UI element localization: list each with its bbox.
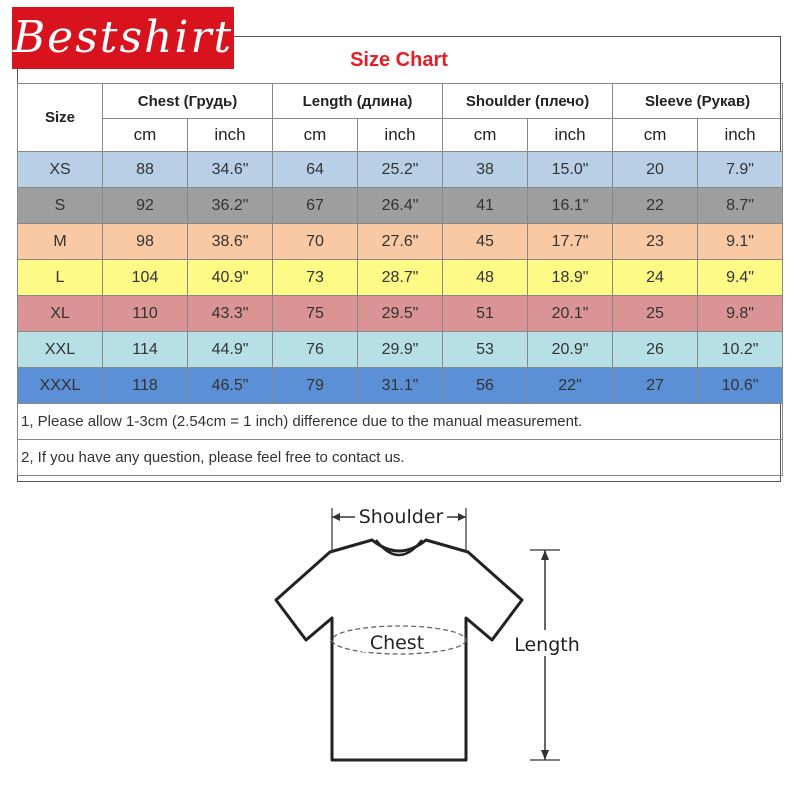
value-cell: 25: [613, 296, 698, 332]
value-cell: 29.5": [358, 296, 443, 332]
unit-cell: cm: [103, 119, 188, 152]
size-cell: XS: [18, 152, 103, 188]
value-cell: 73: [273, 260, 358, 296]
value-cell: 46.5": [188, 368, 273, 404]
value-cell: 26.4": [358, 188, 443, 224]
table-row: [18, 260, 783, 296]
table-row: [18, 224, 783, 260]
size-rows: [18, 152, 783, 404]
value-cell: 64: [273, 152, 358, 188]
value-cell: 20.9": [528, 332, 613, 368]
value-cell: 38: [443, 152, 528, 188]
value-cell: 9.1": [698, 224, 783, 260]
table-row: [18, 152, 783, 188]
size-cell: M: [18, 224, 103, 260]
unit-cell: inch: [698, 119, 783, 152]
size-chart: [17, 36, 781, 482]
header-row: [18, 84, 783, 119]
value-cell: 24: [613, 260, 698, 296]
table-row: [18, 296, 783, 332]
value-cell: 16.1": [528, 188, 613, 224]
size-cell: XXL: [18, 332, 103, 368]
value-cell: 45: [443, 224, 528, 260]
value-cell: 22: [613, 188, 698, 224]
shoulder-label: Shoulder: [358, 506, 444, 528]
value-cell: 114: [103, 332, 188, 368]
note-2: 2, If you have any question, please feel free to contact us.: [18, 440, 783, 476]
value-cell: 10.6": [698, 368, 783, 404]
value-cell: 10.2": [698, 332, 783, 368]
value-cell: 67: [273, 188, 358, 224]
chest-label: Chest: [369, 632, 425, 654]
length-arrow-top-head: [541, 550, 549, 560]
value-cell: 7.9": [698, 152, 783, 188]
unit-cell: cm: [273, 119, 358, 152]
unit-cell: cm: [613, 119, 698, 152]
size-cell: XL: [18, 296, 103, 332]
value-cell: 98: [103, 224, 188, 260]
chart-title: Size Chart: [350, 49, 448, 71]
value-cell: 18.9": [528, 260, 613, 296]
value-cell: 70: [273, 224, 358, 260]
table-row: [18, 188, 783, 224]
value-cell: 20.1": [528, 296, 613, 332]
unit-cell: inch: [358, 119, 443, 152]
note-row: [18, 404, 783, 440]
value-cell: 27.6": [358, 224, 443, 260]
value-cell: 22": [528, 368, 613, 404]
size-cell: S: [18, 188, 103, 224]
size-table: [17, 83, 783, 476]
chest-header: Chest (Грудь): [103, 84, 273, 119]
value-cell: 15.0": [528, 152, 613, 188]
value-cell: 53: [443, 332, 528, 368]
sleeve-header: Sleeve (Рукав): [613, 84, 783, 119]
size-cell: XXXL: [18, 368, 103, 404]
value-cell: 79: [273, 368, 358, 404]
table-row: [18, 368, 783, 404]
value-cell: 92: [103, 188, 188, 224]
value-cell: 27: [613, 368, 698, 404]
shoulder-header: Shoulder (плечо): [443, 84, 613, 119]
value-cell: 40.9": [188, 260, 273, 296]
value-cell: 56: [443, 368, 528, 404]
unit-row: [18, 119, 783, 152]
value-cell: 41: [443, 188, 528, 224]
size-header: Size: [18, 84, 103, 152]
value-cell: 9.8": [698, 296, 783, 332]
note-row: [18, 440, 783, 476]
value-cell: 29.9": [358, 332, 443, 368]
value-cell: 48: [443, 260, 528, 296]
unit-cell: cm: [443, 119, 528, 152]
shoulder-arrow-left-head: [332, 513, 340, 521]
value-cell: 44.9": [188, 332, 273, 368]
value-cell: 38.6": [188, 224, 273, 260]
value-cell: 31.1": [358, 368, 443, 404]
unit-cell: inch: [528, 119, 613, 152]
value-cell: 34.6": [188, 152, 273, 188]
length-arrow-bottom-head: [541, 750, 549, 760]
table-row: [18, 332, 783, 368]
value-cell: 75: [273, 296, 358, 332]
brand-logo: Bestshirt: [12, 7, 234, 69]
value-cell: 17.7": [528, 224, 613, 260]
shoulder-arrow-right-head: [458, 513, 466, 521]
tshirt-measurement-diagram: [0, 490, 800, 790]
value-cell: 28.7": [358, 260, 443, 296]
value-cell: 104: [103, 260, 188, 296]
value-cell: 51: [443, 296, 528, 332]
value-cell: 43.3": [188, 296, 273, 332]
value-cell: 25.2": [358, 152, 443, 188]
value-cell: 23: [613, 224, 698, 260]
value-cell: 9.4": [698, 260, 783, 296]
value-cell: 20: [613, 152, 698, 188]
unit-cell: inch: [188, 119, 273, 152]
size-cell: L: [18, 260, 103, 296]
value-cell: 88: [103, 152, 188, 188]
value-cell: 8.7": [698, 188, 783, 224]
value-cell: 36.2": [188, 188, 273, 224]
length-header: Length (длина): [273, 84, 443, 119]
length-label: Length: [514, 634, 580, 656]
note-1: 1, Please allow 1-3cm (2.54cm = 1 inch) difference due to the manual measurement.: [18, 404, 783, 440]
value-cell: 76: [273, 332, 358, 368]
value-cell: 118: [103, 368, 188, 404]
value-cell: 110: [103, 296, 188, 332]
value-cell: 26: [613, 332, 698, 368]
